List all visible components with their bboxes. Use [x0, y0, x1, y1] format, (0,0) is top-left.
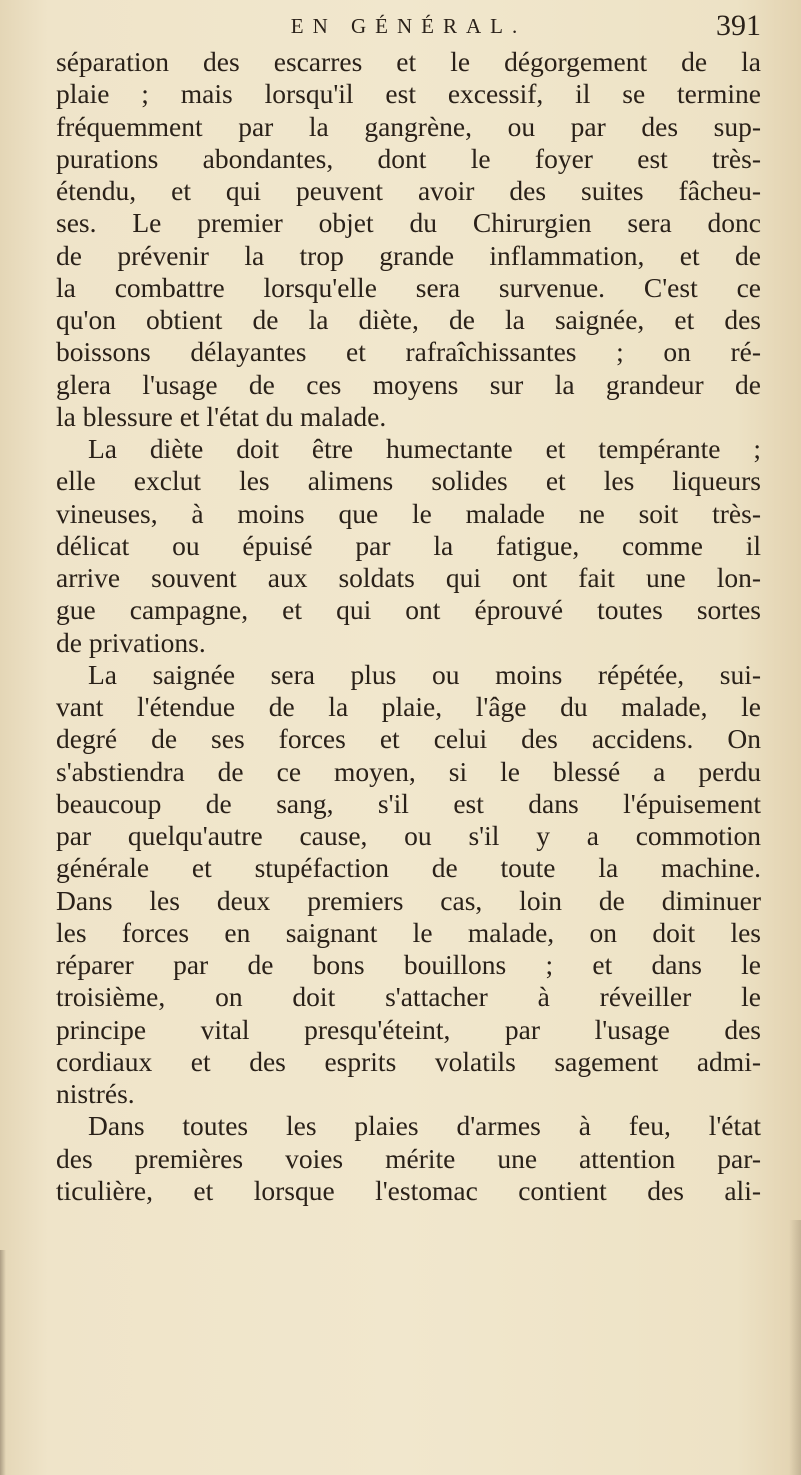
text-line: s'abstiendra de ce moyen, si le blessé a perdu — [56, 755, 761, 787]
running-title: EN GÉNÉRAL. — [290, 14, 527, 38]
body-text — [56, 46, 761, 1207]
text-line: par quelqu'autre cause, ou s'il y a commotion — [56, 820, 761, 851]
text-line: vant l'étendue de la plaie, l'âge du malade, le — [56, 691, 761, 722]
text-line: fréquemment par la gangrène, ou par des sup- — [56, 110, 761, 142]
text-line: boissons délayantes et rafraîchissantes ; on ré- — [56, 336, 761, 368]
text-line: arrive souvent aux soldats qui ont fait une lon- — [56, 562, 761, 593]
text-line: nistrés. — [56, 1078, 135, 1109]
text-line: glera l'usage de ces moyens sur la grandeur de — [56, 368, 761, 400]
text-line: cordiaux et des esprits volatils sagement admi- — [56, 1045, 761, 1077]
text-line: Dans toutes les plaies d'armes à feu, l'état — [88, 1110, 761, 1142]
text-line: générale et stupéfaction de toute la machine. — [56, 852, 761, 884]
text-line: La saignée sera plus ou moins répétée, sui- — [88, 658, 761, 690]
text-line: elle exclut les alimens solides et les liqueurs — [56, 465, 761, 497]
text-line: des premières voies mérite une attention par- — [56, 1142, 761, 1174]
text-line: La diète doit être humectante et tempérante ; — [88, 433, 761, 464]
text-line: la combattre lorsqu'elle sera survenue. C'est ce — [56, 271, 761, 303]
text-line: beaucoup de sang, s'il est dans l'épuisement — [56, 787, 761, 819]
text-line: vineuses, à moins que le malade ne soit très- — [56, 497, 761, 529]
text-line: qu'on obtient de la diète, de la saignée, et des — [56, 304, 761, 335]
page-header — [56, 6, 761, 46]
page-edge-shadow — [789, 1220, 801, 1475]
text-line: Dans les deux premiers cas, loin de diminuer — [56, 884, 761, 916]
text-line: ses. Le premier objet du Chirurgien sera donc — [56, 207, 761, 239]
text-line: séparation des escarres et le dégorgement de la — [56, 46, 761, 77]
text-line: degré de ses forces et celui des accidens. On — [56, 723, 761, 755]
text-line: réparer par de bons bouillons ; et dans le — [56, 949, 761, 980]
text-line: la blessure et l'état du malade. — [56, 400, 387, 432]
text-line: principe vital presqu'éteint, par l'usage des — [56, 1013, 761, 1045]
text-line: délicat ou épuisé par la fatigue, comme il — [56, 529, 761, 561]
text-line: étendu, et qui peuvent avoir des suites fâcheu- — [56, 175, 761, 206]
text-line: troisième, on doit s'attacher à réveiller le — [56, 981, 761, 1013]
text-line: purations abondantes, dont le foyer est très- — [56, 142, 761, 174]
text-line: les forces en saignant le malade, on doit les — [56, 916, 761, 948]
binding-shadow — [0, 1250, 6, 1475]
text-line: plaie ; mais lorsqu'il est excessif, il se termine — [56, 78, 761, 110]
text-line: de prévenir la trop grande inflammation, et de — [56, 239, 761, 271]
text-line: ticulière, et lorsque l'estomac contient des ali- — [56, 1174, 761, 1206]
text-line: de privations. — [56, 626, 206, 658]
text-line: gue campagne, et qui ont éprouvé toutes sortes — [56, 594, 761, 626]
page-number: 391 — [716, 9, 761, 42]
